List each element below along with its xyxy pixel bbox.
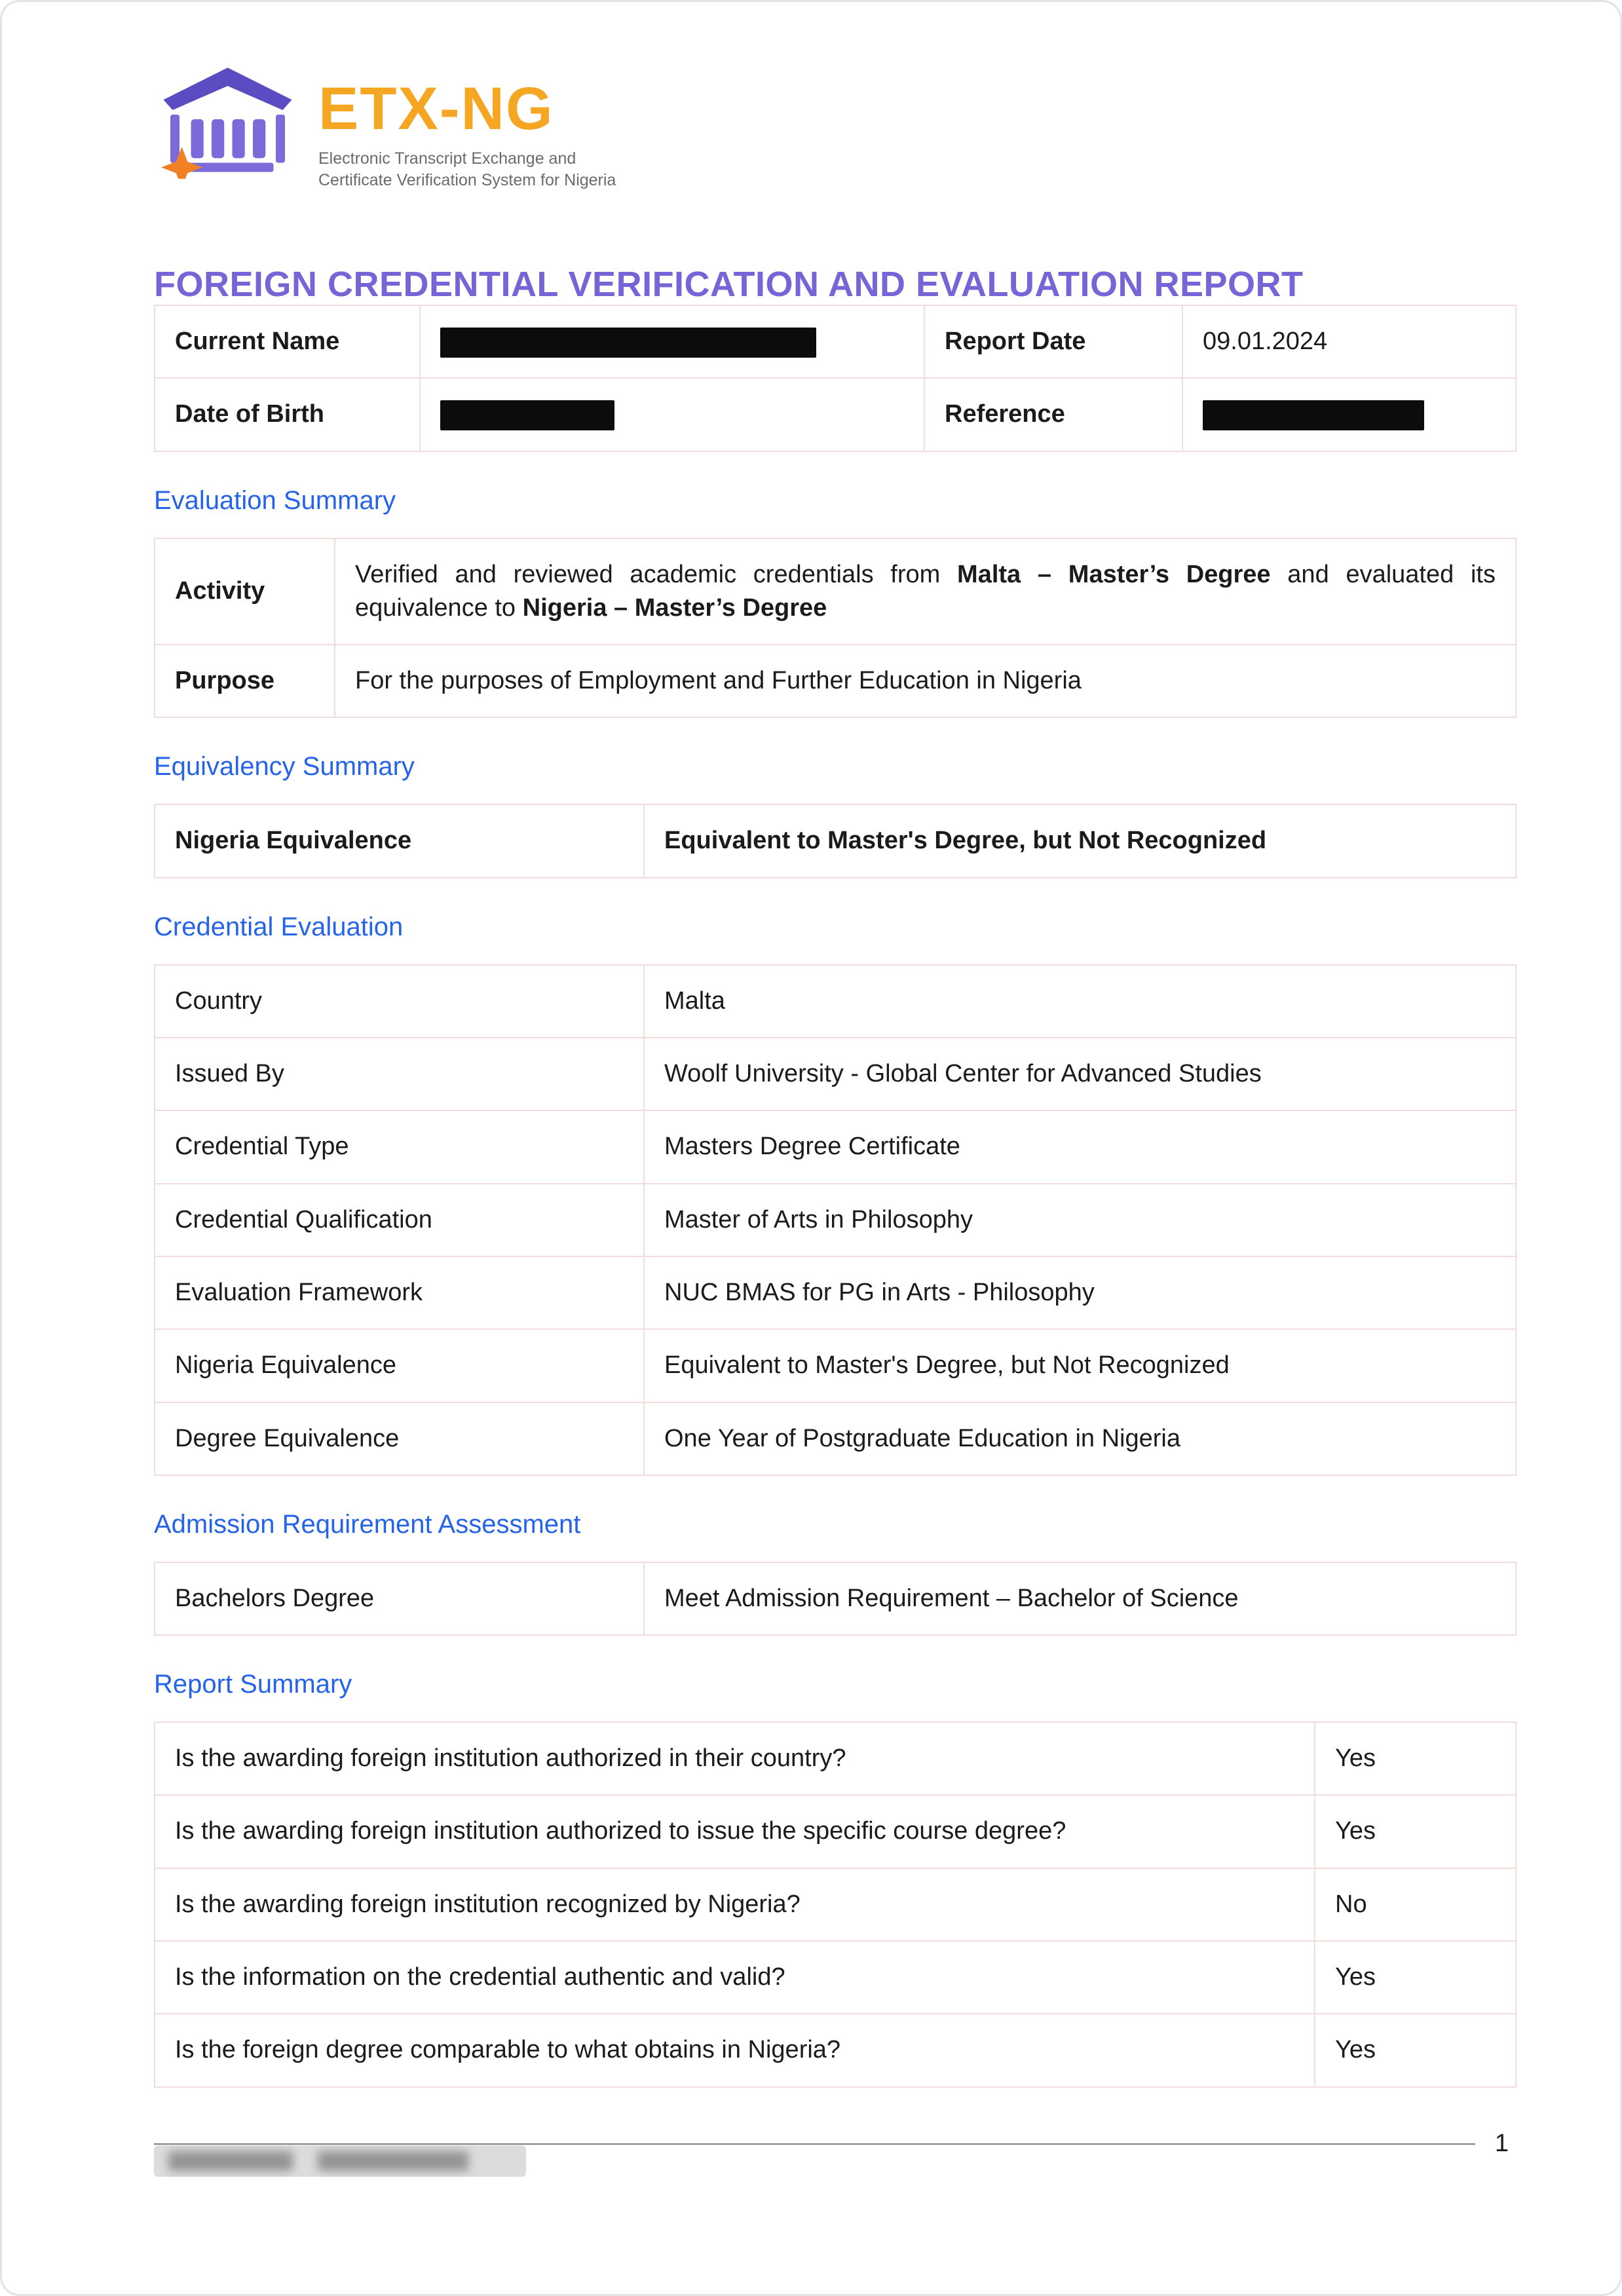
brand-name: ETX-NG [318, 75, 554, 142]
row-label: Credential Type [155, 1110, 644, 1183]
reference-value [1182, 378, 1516, 451]
report-date-label: Report Date [924, 305, 1182, 378]
credential-evaluation-table [154, 964, 1517, 1476]
evaluation-summary-table [154, 538, 1517, 719]
row-label: Nigeria Equivalence [155, 1329, 644, 1402]
summary-answer: Yes [1315, 1941, 1516, 2014]
activity-value [335, 538, 1516, 645]
footer-divider [154, 2143, 1475, 2145]
admission-label: Bachelors Degree [155, 1562, 644, 1635]
page-number: 1 [1494, 2130, 1509, 2157]
nigeria-equivalence-label: Nigeria Equivalence [155, 804, 644, 877]
summary-question: Is the information on the credential authentic and valid? [155, 1941, 1315, 2014]
building-icon [154, 64, 301, 179]
current-name-label: Current Name [155, 305, 420, 378]
redacted-footer-text [154, 2145, 526, 2177]
table-row [155, 378, 1516, 451]
reference-label: Reference [924, 378, 1182, 451]
redacted-blob [168, 2151, 293, 2171]
redacted-dob [440, 400, 614, 430]
report-summary-table [154, 1722, 1517, 2087]
summary-question: Is the awarding foreign institution recognized by Nigeria? [155, 1868, 1315, 1941]
logo-tagline [318, 148, 616, 191]
section-heading-report-summary: Report Summary [154, 1670, 352, 1699]
summary-answer: Yes [1315, 1795, 1516, 1868]
activity-bold-2: Nigeria – Master’s Degree [522, 593, 827, 622]
table-row [155, 305, 1516, 378]
row-label: Issued By [155, 1038, 644, 1110]
row-label: Evaluation Framework [155, 1256, 644, 1329]
activity-label: Activity [155, 538, 335, 645]
table-row [155, 2014, 1516, 2086]
row-value: Equivalent to Master's Degree, but Not Recognized [644, 1329, 1516, 1402]
redacted-reference [1203, 400, 1424, 430]
current-name-value [420, 305, 924, 378]
section-heading-equivalency-summary: Equivalency Summary [154, 752, 415, 781]
table-row [155, 1329, 1516, 1402]
nigeria-equivalence-value: Equivalent to Master's Degree, but Not Recognized [644, 804, 1516, 877]
summary-answer: No [1315, 1868, 1516, 1941]
personal-info-table [154, 305, 1517, 452]
report-date-value: 09.01.2024 [1182, 305, 1516, 378]
table-row [155, 1184, 1516, 1256]
tagline-line-2: Certificate Verification System for Nigeria [318, 170, 616, 189]
row-value: NUC BMAS for PG in Arts - Philosophy [644, 1256, 1516, 1329]
purpose-value: For the purposes of Employment and Further Education in Nigeria [335, 645, 1516, 717]
row-label: Degree Equivalence [155, 1402, 644, 1475]
summary-answer: Yes [1315, 2014, 1516, 2086]
row-value: Malta [644, 965, 1516, 1038]
summary-answer: Yes [1315, 1722, 1516, 1795]
section-heading-admission: Admission Requirement Assessment [154, 1509, 581, 1539]
row-value: One Year of Postgraduate Education in Nigeria [644, 1402, 1516, 1475]
row-label: Country [155, 965, 644, 1038]
table-row [155, 1722, 1516, 1795]
summary-question: Is the awarding foreign institution authorized in their country? [155, 1722, 1315, 1795]
dob-label: Date of Birth [155, 378, 420, 451]
table-row [155, 1941, 1516, 2014]
row-value: Woolf University - Global Center for Advanced Studies [644, 1038, 1516, 1110]
table-row [155, 804, 1516, 877]
logo-text [318, 64, 616, 191]
table-row [155, 1110, 1516, 1183]
table-row [155, 1256, 1516, 1329]
purpose-label: Purpose [155, 645, 335, 717]
equivalency-summary-table [154, 804, 1517, 878]
table-row [155, 538, 1516, 645]
table-row [155, 965, 1516, 1038]
table-row [155, 1562, 1516, 1635]
section-heading-evaluation-summary: Evaluation Summary [154, 485, 396, 515]
row-value: Masters Degree Certificate [644, 1110, 1516, 1183]
admission-table [154, 1562, 1517, 1636]
redacted-current-name [440, 328, 816, 358]
summary-question: Is the awarding foreign institution authorized to issue the specific course degree? [155, 1795, 1315, 1868]
dob-value [420, 378, 924, 451]
activity-bold-1: Malta – Master’s Degree [957, 560, 1271, 588]
admission-value: Meet Admission Requirement – Bachelor of Science [644, 1562, 1516, 1635]
activity-text-2: and evaluated its equivalence to [355, 560, 1496, 622]
table-row [155, 1795, 1516, 1868]
row-label: Credential Qualification [155, 1184, 644, 1256]
etx-ng-logo [154, 2, 1517, 191]
page-title: FOREIGN CREDENTIAL VERIFICATION AND EVALUATION REPORT [154, 265, 1304, 304]
redacted-blob [318, 2151, 468, 2171]
activity-text-1: Verified and reviewed academic credentials from [355, 560, 958, 588]
summary-question: Is the foreign degree comparable to what obtains in Nigeria? [155, 2014, 1315, 2086]
row-value: Master of Arts in Philosophy [644, 1184, 1516, 1256]
table-row [155, 1868, 1516, 1941]
table-row [155, 1402, 1516, 1475]
tagline-line-1: Electronic Transcript Exchange and [318, 149, 576, 168]
table-row [155, 645, 1516, 717]
table-row [155, 1038, 1516, 1110]
section-heading-credential-evaluation: Credential Evaluation [154, 912, 404, 941]
